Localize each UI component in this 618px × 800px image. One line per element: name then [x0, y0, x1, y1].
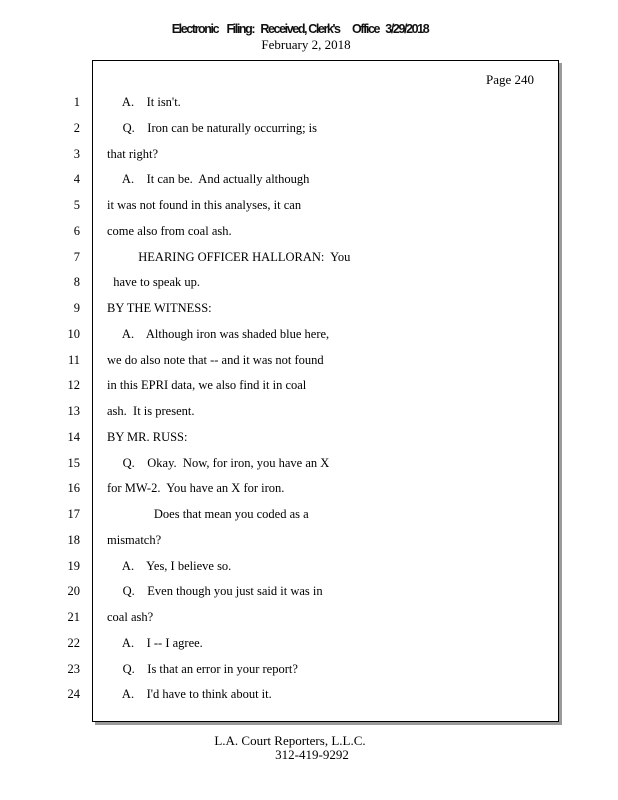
line-text: coal ash? [107, 610, 154, 624]
line-text: HEARING OFFICER HALLORAN: You [107, 250, 351, 264]
line-number: 3 [73, 147, 80, 161]
line-number: 10 [67, 327, 80, 341]
line-number: 14 [67, 430, 80, 444]
line-number: 12 [67, 378, 80, 392]
line-text: BY THE WITNESS: [107, 301, 212, 315]
line-text: A. It can be. And actually although [107, 172, 310, 186]
line-text: Q. Iron can be naturally occurring; is [107, 121, 318, 135]
line-text: it was not found in this analyses, it can [107, 198, 302, 212]
line-number: 18 [67, 533, 80, 547]
line-number: 22 [67, 636, 80, 650]
line-text: A. Yes, I believe so. [107, 559, 232, 573]
line-number: 23 [67, 662, 80, 676]
line-number: 11 [67, 353, 80, 367]
line-text: A. I'd have to think about it. [107, 687, 272, 701]
line-text: in this EPRI data, we also find it in coal [107, 378, 307, 392]
line-text: BY MR. RUSS: [107, 430, 188, 444]
page-number: Page 240 [486, 72, 535, 87]
line-text: A. It isn't. [107, 95, 181, 109]
line-text: A. Although iron was shaded blue here, [107, 327, 330, 341]
line-text: have to speak up. [107, 275, 201, 289]
line-text: that right? [107, 147, 159, 161]
line-text: come also from coal ash. [107, 224, 232, 238]
line-text: Does that mean you coded as a [107, 507, 309, 521]
footer-phone: 312-419-9292 [275, 747, 349, 762]
line-text: Q. Is that an error in your report? [107, 662, 298, 676]
line-number: 7 [73, 250, 80, 264]
line-text: for MW-2. You have an X for iron. [107, 481, 285, 495]
footer-company: L.A. Court Reporters, L.L.C. [214, 733, 366, 748]
filing-date: February 2, 2018 [261, 37, 351, 52]
line-number: 6 [73, 224, 80, 238]
line-text: Q. Okay. Now, for iron, you have an X [107, 456, 330, 470]
line-number: 24 [67, 687, 80, 701]
line-text: Q. Even though you just said it was in [107, 584, 323, 598]
line-number: 17 [67, 507, 80, 521]
line-number: 20 [67, 584, 80, 598]
line-number: 19 [67, 559, 80, 573]
line-text: we do also note that -- and it was not found [107, 353, 324, 367]
line-number: 15 [67, 456, 80, 470]
filing-stamp: Electronic Filing: Received, Clerk's Office 3/29/2018 [171, 22, 429, 36]
line-text: A. I -- I agree. [107, 636, 203, 650]
line-text: mismatch? [107, 533, 162, 547]
line-number: 16 [67, 481, 80, 495]
line-number: 5 [73, 198, 80, 212]
line-number: 21 [67, 610, 80, 624]
line-number: 9 [73, 301, 80, 315]
line-number: 1 [73, 95, 80, 109]
line-number: 8 [73, 275, 80, 289]
line-number: 2 [73, 121, 80, 135]
line-number: 13 [67, 404, 80, 418]
line-text: ash. It is present. [107, 404, 195, 418]
line-number: 4 [73, 172, 80, 186]
